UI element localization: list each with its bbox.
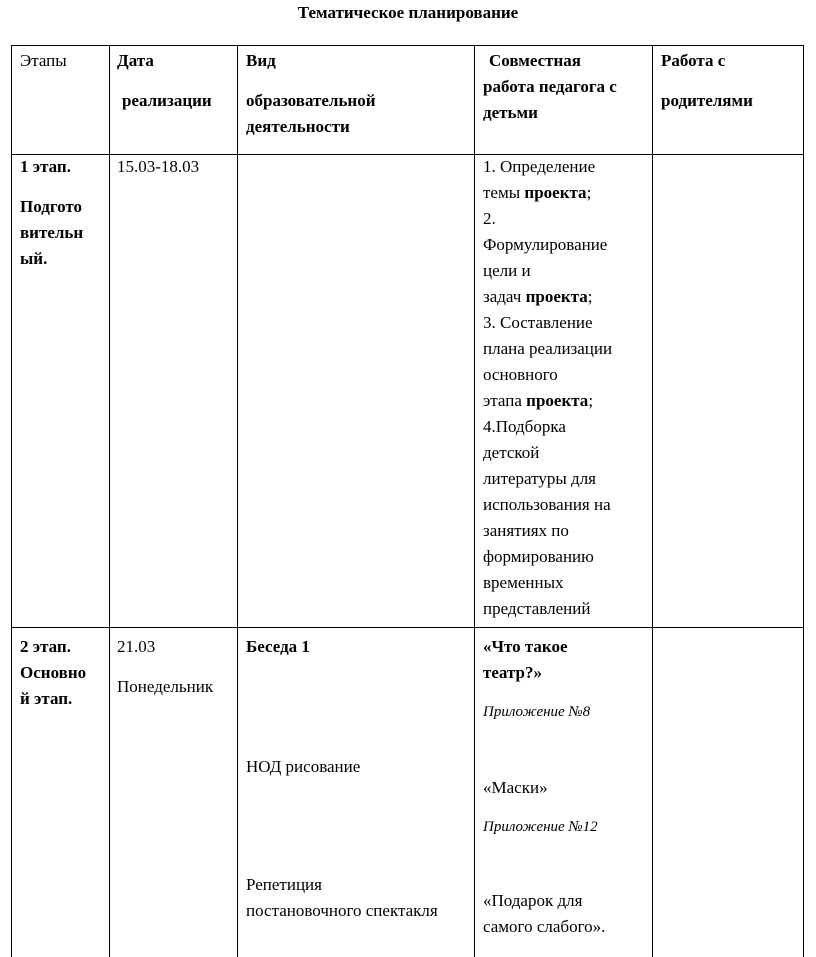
joint-line: детской [483,443,540,462]
joint-line: цели и [483,261,531,280]
row2-activity-drawing: НОД рисование [246,757,361,776]
page-title: Тематическое планирование [297,3,519,22]
row2-activity-rehearsal-line1: Репетиция [246,875,322,894]
header-joint-line3: детьми [483,103,538,122]
joint-line: литературы для [483,469,596,488]
row2-weekday: Понедельник [117,677,214,696]
header-activity-line2: образовательной [246,91,376,110]
joint-line: задач проекта; [483,287,593,306]
row2-stage-line2: Основно [20,663,87,682]
header-stage: Этапы [20,51,67,70]
column-divider [109,45,110,957]
row2-stage-line3: й этап. [20,689,73,708]
row1-stage-line2: Подгото [20,197,83,216]
joint-line: временных [483,573,564,592]
row1-date: 15.03-18.03 [117,157,200,176]
row1-stage-line1: 1 этап. [20,157,71,176]
row2-joint1-line1: «Что такое [483,637,568,656]
joint-line: темы проекта; [483,183,592,202]
joint-line: представлений [483,599,591,618]
row2-stage-line1: 2 этап. [20,637,71,656]
joint-line: формированию [483,547,594,566]
row2-joint3-line1: «Подарок для [483,891,583,910]
header-joint-line2: работа педагога с [483,77,617,96]
header-parents-line2: родителями [661,91,753,110]
column-divider [237,45,238,957]
row1-stage-line3: вительн [20,223,84,242]
header-date-line2: реализации [122,91,212,110]
header-parents-line1: Работа с [661,51,726,70]
joint-line: 1. Определение [483,157,596,176]
joint-line: плана реализации [483,339,613,358]
joint-line: 4.Подборка [483,417,566,436]
joint-line: Формулирование [483,235,608,254]
row2-joint3-line2: самого слабого». [483,917,606,936]
joint-line: занятиях по [483,521,569,540]
header-joint-line1: Совместная [489,51,581,70]
row1-joint-list [483,154,612,622]
table-border-right [803,45,804,957]
row2-activity-rehearsal-line2: постановочного спектакля [246,901,438,920]
table-border-top [11,45,804,46]
joint-line: 2. [483,209,496,228]
joint-line: использования на [483,495,611,514]
header-activity-line3: деятельности [246,117,350,136]
column-divider [474,45,475,957]
header-activity-line1: Вид [246,51,276,70]
row2-activity-conversation: Беседа 1 [246,637,310,656]
joint-line: 3. Составление [483,313,593,332]
column-divider [652,45,653,957]
row2-date: 21.03 [117,637,156,656]
row-divider [11,627,804,628]
row2-joint2-appendix: Приложение №12 [483,819,598,835]
row1-stage-line4: ый. [20,249,48,268]
header-date-line1: Дата [117,51,154,70]
joint-line: основного [483,365,558,384]
row2-joint2: «Маски» [483,778,548,797]
row2-joint1-appendix: Приложение №8 [483,704,591,720]
row2-joint1-line2: театр?» [483,663,542,682]
joint-line: этапа проекта; [483,391,594,410]
table-border-left [11,45,12,957]
